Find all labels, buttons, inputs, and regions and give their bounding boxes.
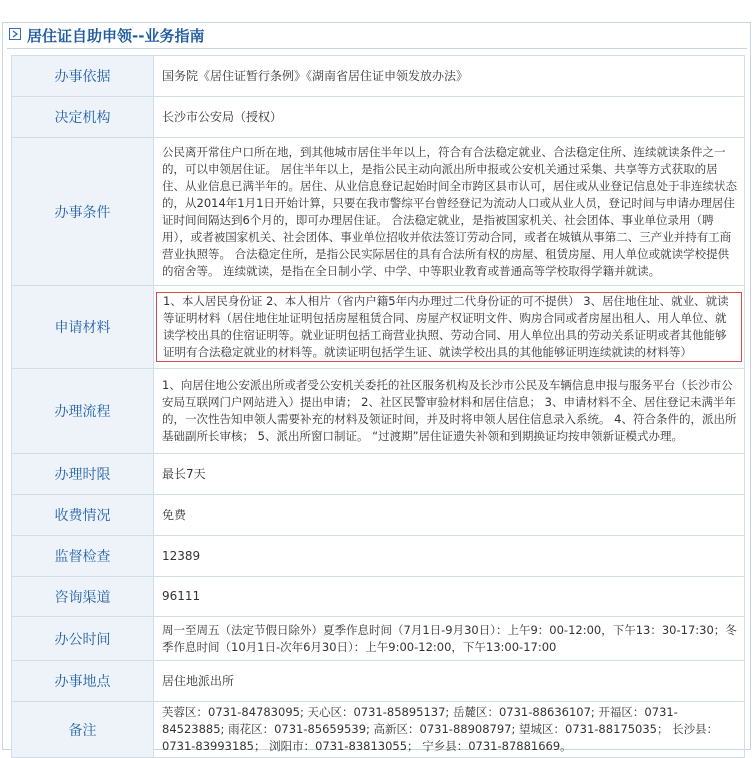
row-label: 监督检查 — [12, 536, 154, 577]
row-label: 办事地点 — [12, 661, 154, 702]
table-row — [12, 661, 745, 702]
table-row — [12, 138, 745, 286]
table-row — [12, 495, 745, 536]
row-label: 办事依据 — [12, 56, 154, 97]
table-row — [12, 702, 745, 758]
row-label: 决定机构 — [12, 97, 154, 138]
highlighted-materials: 1、本人居民身份证 2、本人相片（省内户籍5年内办理过二代身份证的可不提供） 3、居住地住址、就业、就读等证明材料（居住地住址证明包括房屋租赁合同、房屋产权证明文件、购房合同或者房屋出租人、用人单位、就读学校出具的住宿证明等。就业证明包括工商营业执照、劳动合同、用人单位出具的劳动关系证明或者其他能够证明有合法稳定就业的材料等。就读证明包括学生证、就读学校出具的其他能够证明连续就读的材料等） — [156, 292, 742, 362]
chevron-right-icon — [9, 28, 21, 40]
row-value: 1、向居住地公安派出所或者受公安机关委托的社区服务机构及长沙市公民及车辆信息申报与服务平台（长沙市公安局互联网门户网站进入）提出申请； 2、社区民警审验材料和居住信息； 3、申请材料不全、居住登记未满半年的，一次性告知申领人需要补充的材料及领证时间，并及时将申领人居住信息录入系统。 4、符合条件的，派出所基础副所长审核； 5、派出所窗口制证。 “过渡期”居住证遗失补领和到期换证均按申领新证模式办理。 — [154, 369, 745, 454]
row-value: 12389 — [154, 536, 745, 577]
section-header — [0, 0, 756, 48]
row-label: 办事条件 — [12, 138, 154, 286]
row-label: 办公时间 — [12, 617, 154, 661]
table-row — [12, 369, 745, 454]
table-row — [12, 97, 745, 138]
row-value: 免费 — [154, 495, 745, 536]
table-row — [12, 454, 745, 495]
row-value — [154, 286, 745, 369]
row-value: 居住地派出所 — [154, 661, 745, 702]
table-row — [12, 617, 745, 661]
title-divider — [7, 48, 747, 49]
guide-table — [11, 55, 745, 758]
row-value: 周一至周五（法定节假日除外）夏季作息时间（7月1日-9月30日）：上午9：00-12:00，下午13：30-17:30；冬季作息时间（10月1日-次年6月30日）：上午9:00-12:00，下午13:00-17:00 — [154, 617, 745, 661]
row-label: 申请材料 — [12, 286, 154, 369]
table-row — [12, 56, 745, 97]
row-value: 最长7天 — [154, 454, 745, 495]
row-label: 办理流程 — [12, 369, 154, 454]
row-label: 收费情况 — [12, 495, 154, 536]
row-label: 办理时限 — [12, 454, 154, 495]
table-row — [12, 286, 745, 369]
row-value: 96111 — [154, 577, 745, 617]
row-value: 国务院《居住证暂行条例》《湖南省居住证申领发放办法》 — [154, 56, 745, 97]
row-label: 咨询渠道 — [12, 577, 154, 617]
row-value: 长沙市公安局（授权） — [154, 97, 745, 138]
row-value: 公民离开常住户口所在地，到其他城市居住半年以上，符合有合法稳定就业、合法稳定住所、连续就读条件之一的，可以申领居住证。 居住半年以上，是指公民主动向派出所申报或公安机关通过采集、共享等方式获取的居住、从业信息已满半年的。居住、从业信息登记起始时间全市跨区县市认可，居住或从业登记信息处于非连续状态的，从2014年1月1日开始计算，只要在我市警综平台曾经登记为流动人口或从业人员，登记时间与申请办理居住证时间间隔达到6个月的，即可办理居住证。 合法稳定就业，是指被国家机关、社会团体、事业单位录用（聘用），或者被国家机关、社会团体、事业单位招收并依法签订劳动合同，或者在城镇从事第二、三产业并持有工商营业执照等。 合法稳定住所，是指公民实际居住的具有合法所有权的房屋、租赁房屋、用人单位或就读学校提供的宿舍等。 连续就读，是指在全日制小学、中学、中等职业教育或普通高等学校取得学籍并就读。 — [154, 138, 745, 286]
table-row — [12, 536, 745, 577]
row-value: 芙蓉区：0731-84783095; 天心区：0731-85895137; 岳麓区：0731-88636107; 开福区：0731-84523885; 雨花区：0731-85659539; 高新区：0731-88908797; 望城区：0731-88175035； 长沙县：0731-83993185； 浏阳市：0731-83813055； 宁乡县：0731-87881669。 — [154, 702, 745, 758]
row-label: 备注 — [12, 702, 154, 758]
table-row — [12, 577, 745, 617]
page-title: 居住证自助申领--业务指南 — [27, 27, 205, 45]
